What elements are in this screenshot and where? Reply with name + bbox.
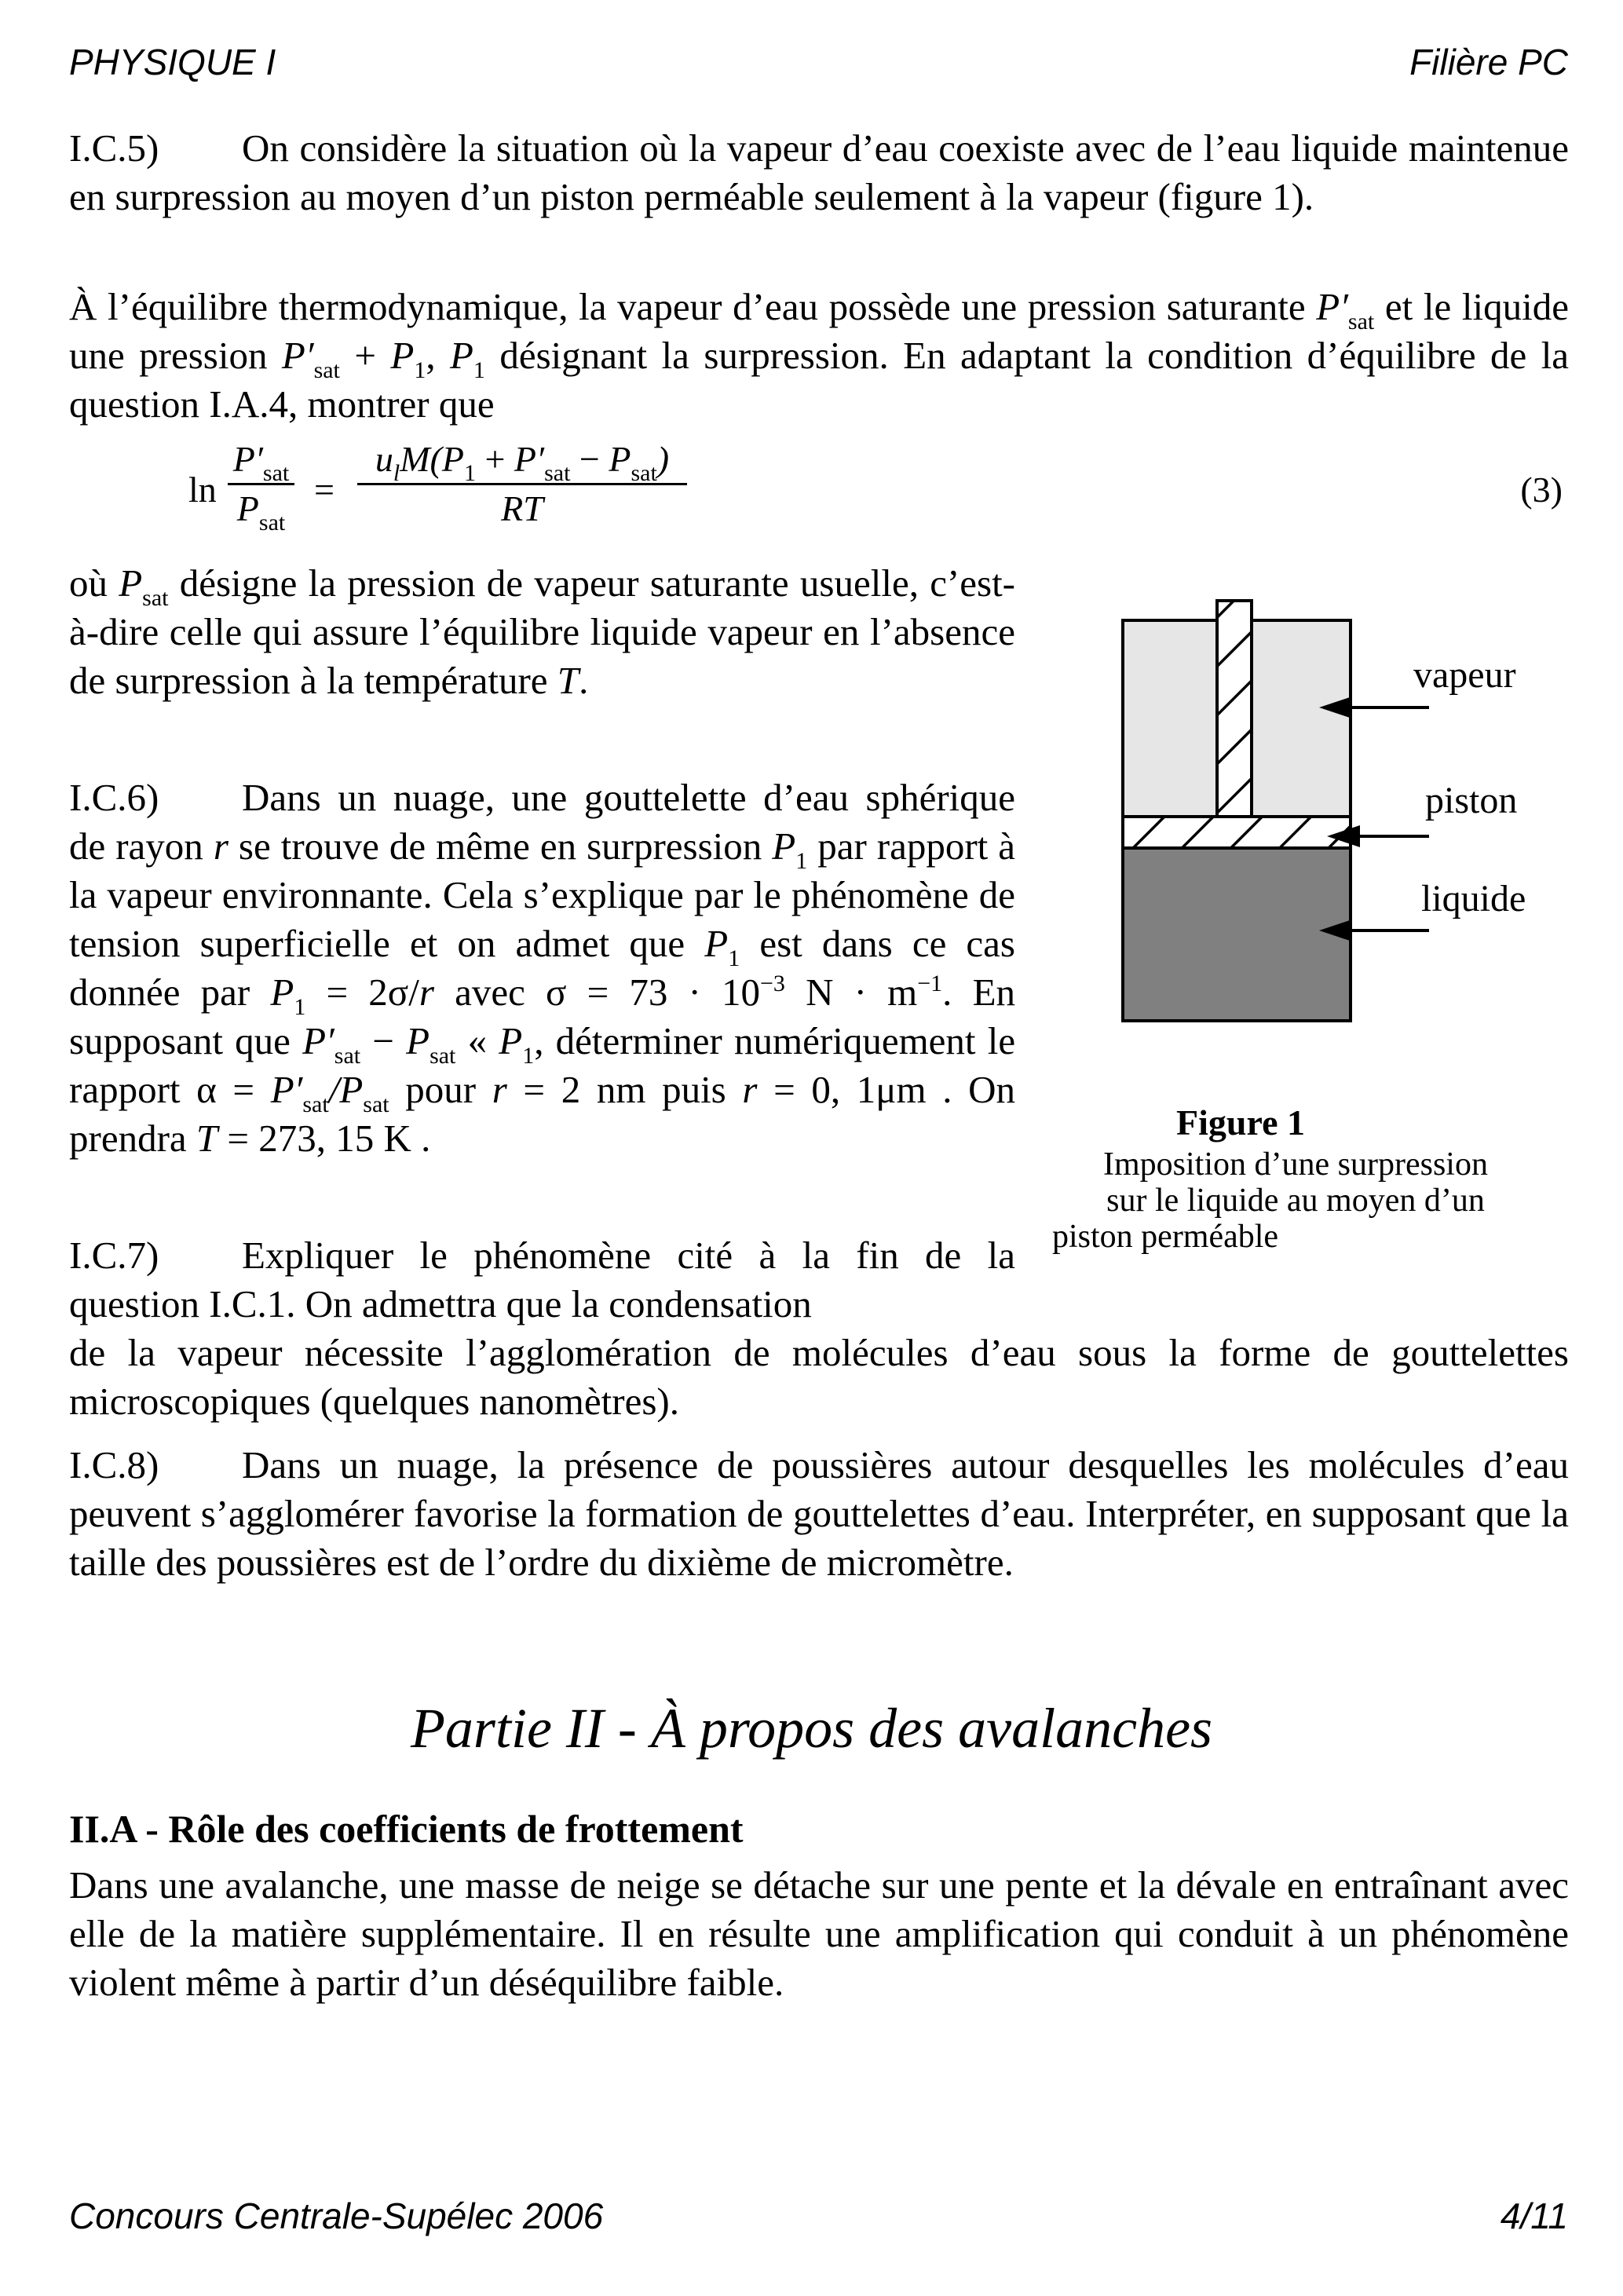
question-ic5-equilibrium bbox=[69, 283, 1569, 429]
paragraph-text: désigne la pression de vapeur saturante usuelle, c’est-à-dire celle qui assure l’équilibre liquide vapeur en l’absence de surpression à la température bbox=[69, 561, 1016, 702]
math-approximation: $P'_{sat} - P_{sat}$ « $P_1$ bbox=[302, 1019, 535, 1069]
math-r: r bbox=[492, 1068, 507, 1111]
label-piston: piston bbox=[1425, 780, 1518, 821]
fraction-lhs bbox=[228, 436, 294, 536]
paragraph-text: = 2 nm puis bbox=[523, 1068, 726, 1111]
math-p1-formula: $P_1 = 2\sigma/r$ bbox=[270, 971, 434, 1020]
paragraph-text: pour bbox=[405, 1068, 477, 1111]
figure-1 bbox=[1060, 577, 1563, 1095]
fraction-numerator: $u_lM(P_1 + P'_{sat} - P_{sat})$ bbox=[375, 439, 670, 486]
fraction-numerator: $P'_{sat}$ bbox=[232, 439, 290, 486]
fraction-denominator: $P_{sat}$ bbox=[236, 488, 286, 536]
caption-line: sur le liquide au moyen d’un bbox=[1106, 1183, 1485, 1219]
paragraph-text: et le liquide une pression bbox=[69, 285, 1570, 377]
header-track: Filière PC bbox=[1409, 42, 1568, 82]
math-liquid-pressure: $P'_{sat} + P_1$, bbox=[281, 334, 436, 383]
math-r: r bbox=[213, 824, 228, 868]
part-title: Partie II - À propos des avalanches bbox=[410, 1697, 1213, 1760]
paragraph-text: À l’équilibre thermodynamique, la vapeur d’eau possède une pression saturante bbox=[69, 285, 1306, 328]
piston-plate bbox=[1123, 817, 1351, 848]
question-ic5-intro bbox=[69, 124, 1569, 221]
figure-title: Figure 1 bbox=[1176, 1102, 1305, 1143]
caption-line: piston perméable bbox=[1052, 1219, 1279, 1255]
footer-contest: Concours Centrale-Supélec 2006 bbox=[69, 2195, 604, 2236]
question-ic7-part2 bbox=[69, 1329, 1569, 1426]
math-t: T bbox=[557, 659, 579, 702]
paragraph-text: On considère la situation où la vapeur d’eau coexiste avec de l’eau liquide maintenue en surpression au moyen d’un piston perméable seulement à la vapeur (figure 1). bbox=[69, 126, 1569, 218]
fraction-denominator: RT bbox=[501, 488, 543, 528]
math-p1: $P_1$ bbox=[772, 824, 808, 874]
paragraph-text: . En supposant que bbox=[69, 971, 1016, 1062]
figure-caption bbox=[1021, 1146, 1570, 1255]
header-subject: PHYSIQUE I bbox=[69, 42, 276, 82]
ln-operator: ln bbox=[188, 470, 217, 510]
math-t: T bbox=[196, 1117, 218, 1160]
paragraph-text: où bbox=[69, 561, 108, 605]
paragraph-text: est dans ce cas donnée par bbox=[69, 922, 1016, 1014]
paragraph-text: Dans une avalanche, une masse de neige se détache sur une pente et la dévale en entraînant avec elle de la matière supplémentaire. Il en résulte une amplification qui conduit à un phénomène violent même à partir d’un déséquilibre faible. bbox=[69, 1863, 1569, 2004]
question-ic5-psat-definition bbox=[69, 559, 1015, 705]
paragraph-text: désignant la surpression. En adaptant la condition d’équilibre de la question I.A.4, montrer que bbox=[69, 334, 1570, 426]
liquide-region bbox=[1123, 848, 1351, 1021]
caption-line: Imposition d’une surpression bbox=[1103, 1146, 1488, 1183]
math-psat-prime: $P'_{sat}$ bbox=[1316, 285, 1375, 335]
section-title: II.A - Rôle des coefficients de frottement bbox=[69, 1807, 744, 1851]
paragraph-text: Dans un nuage, la présence de poussières autour desquelles les molécules d’eau peuvent s’agglomérer favorise la formation de gouttelettes d’eau. Interpréter, en supposant que la taille des poussières est de l’ordre du dixième de micromètre. bbox=[69, 1443, 1569, 1584]
label-liquide: liquide bbox=[1421, 878, 1526, 919]
question-number: I.C.5) bbox=[69, 126, 159, 170]
math-sigma-value: avec $\sigma = 73 \cdot 10^{-3}$ $N \cdot m^{-1}$ bbox=[455, 971, 943, 1014]
piston-diagram bbox=[1060, 577, 1563, 1095]
section-intro bbox=[69, 1861, 1569, 2007]
math-ratio: $P'_{sat}/P_{sat}$ bbox=[270, 1068, 389, 1117]
math-p1: $P_1$ bbox=[449, 334, 485, 383]
equation-3 bbox=[188, 436, 1563, 554]
paragraph-text: de la vapeur nécessite l’agglomération de molécules d’eau sous la forme de gouttelettes microscopiques (quelques nanomètres). bbox=[69, 1331, 1569, 1423]
paragraph-text: , déterminer numériquement le rapport α = bbox=[69, 1019, 1016, 1111]
math-psat: $P_{sat}$ bbox=[119, 561, 169, 611]
label-vapeur: vapeur bbox=[1413, 654, 1516, 696]
math-p1: $P_1$ bbox=[704, 922, 740, 971]
paragraph-text: = 273, 15 K . bbox=[227, 1117, 431, 1160]
paragraph-text: Dans un nuage, une gouttelette d’eau sphérique de rayon bbox=[69, 776, 1015, 868]
question-ic8 bbox=[69, 1441, 1569, 1587]
question-number: I.C.6) bbox=[69, 776, 159, 819]
paragraph-text: Expliquer le phénomène cité à la fin de la question I.C.1. On admettra que la condensation bbox=[69, 1234, 1015, 1325]
punctuation: . bbox=[579, 659, 589, 702]
page-number: 4/11 bbox=[1500, 2195, 1568, 2236]
math-r: r bbox=[742, 1068, 758, 1111]
fraction-rhs bbox=[357, 436, 687, 532]
equals-sign: = bbox=[314, 470, 334, 510]
paragraph-text: par rapport à la vapeur environnante. Cela s’explique par le phénomène de tension superficielle et on admet que bbox=[69, 824, 1016, 965]
question-number: I.C.8) bbox=[69, 1443, 159, 1486]
piston-rod bbox=[1217, 601, 1252, 817]
equation-number: (3) bbox=[1520, 470, 1563, 510]
question-ic6 bbox=[69, 773, 1015, 1163]
paragraph-text: se trouve de même en surpression bbox=[238, 824, 762, 868]
question-ic7-part1 bbox=[69, 1231, 1015, 1329]
paragraph-text: = 0, 1μm . On prendra bbox=[69, 1068, 1016, 1160]
question-number: I.C.7) bbox=[69, 1234, 159, 1277]
